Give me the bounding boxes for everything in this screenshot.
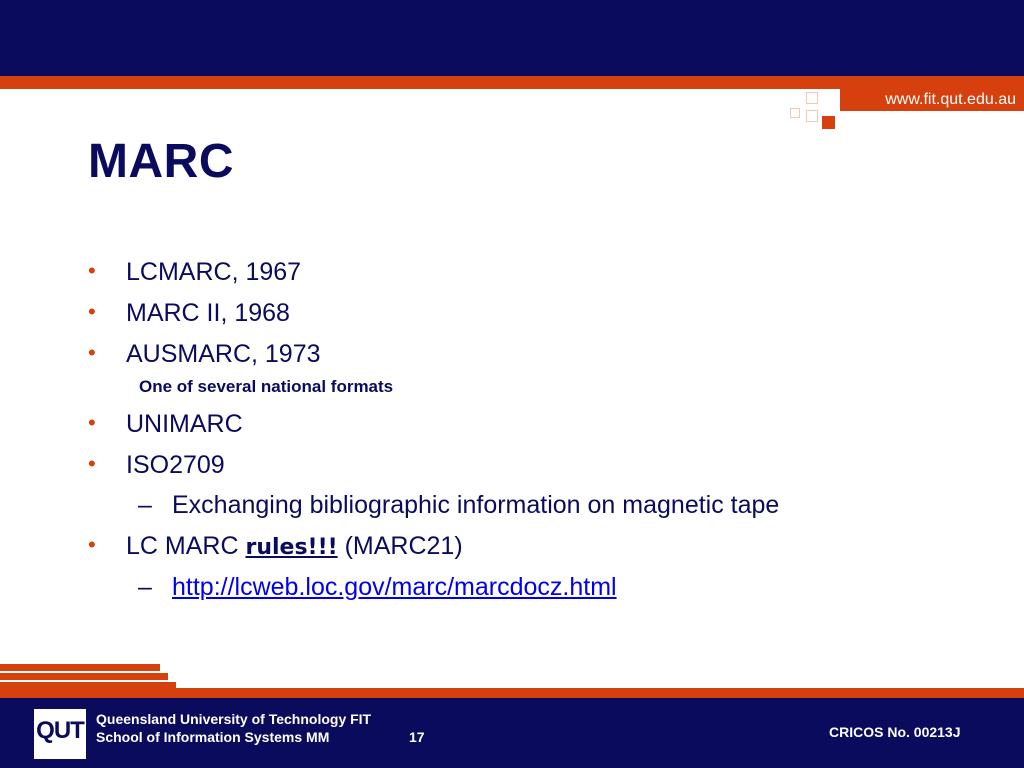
bullet-item: • MARC II, 1968 [88,299,290,327]
sub-bullet-item [138,573,617,602]
qut-logo-text: QUT [36,717,84,744]
bullet-icon: • [88,258,96,283]
bullet-icon: • [88,340,96,365]
dash-icon: – [138,491,152,519]
footer-university: Queensland University of Technology FIT [96,711,372,727]
site-url[interactable]: www.fit.qut.edu.au [885,91,1016,108]
sub-bullet-item: – Exchanging bibliographic information on magnetic tape [138,491,780,519]
cricos-number: CRICOS No. 00213J [829,724,961,740]
rules-text: rules!!! [245,535,338,560]
bullet-icon: • [88,299,96,324]
bullet-icon: • [88,451,96,476]
page-number: 17 [409,729,425,745]
sub-note: One of several national formats [139,377,394,396]
bullet-item: • LC MARC rules!!! (MARC21) [88,532,463,560]
bullet-item: • UNIMARC [88,410,243,438]
marc-docs-link[interactable]: http://lcweb.loc.gov/marc/marcdocz.html [172,573,617,601]
qut-logo [34,709,86,759]
bullet-item: • ISO2709 [88,451,225,479]
bullet-icon: • [88,532,96,557]
bullet-icon: • [88,410,96,435]
footer-stripe [0,664,160,671]
bullet-item: • AUSMARC, 1973 [88,340,321,368]
slide-title: MARC [88,135,234,188]
dash-icon: – [138,573,152,601]
footer-school: School of Information Systems MM [96,729,330,745]
footer-stripe [0,673,168,680]
footer-line [0,688,1024,698]
bullet-item: • LCMARC, 1967 [88,258,302,286]
